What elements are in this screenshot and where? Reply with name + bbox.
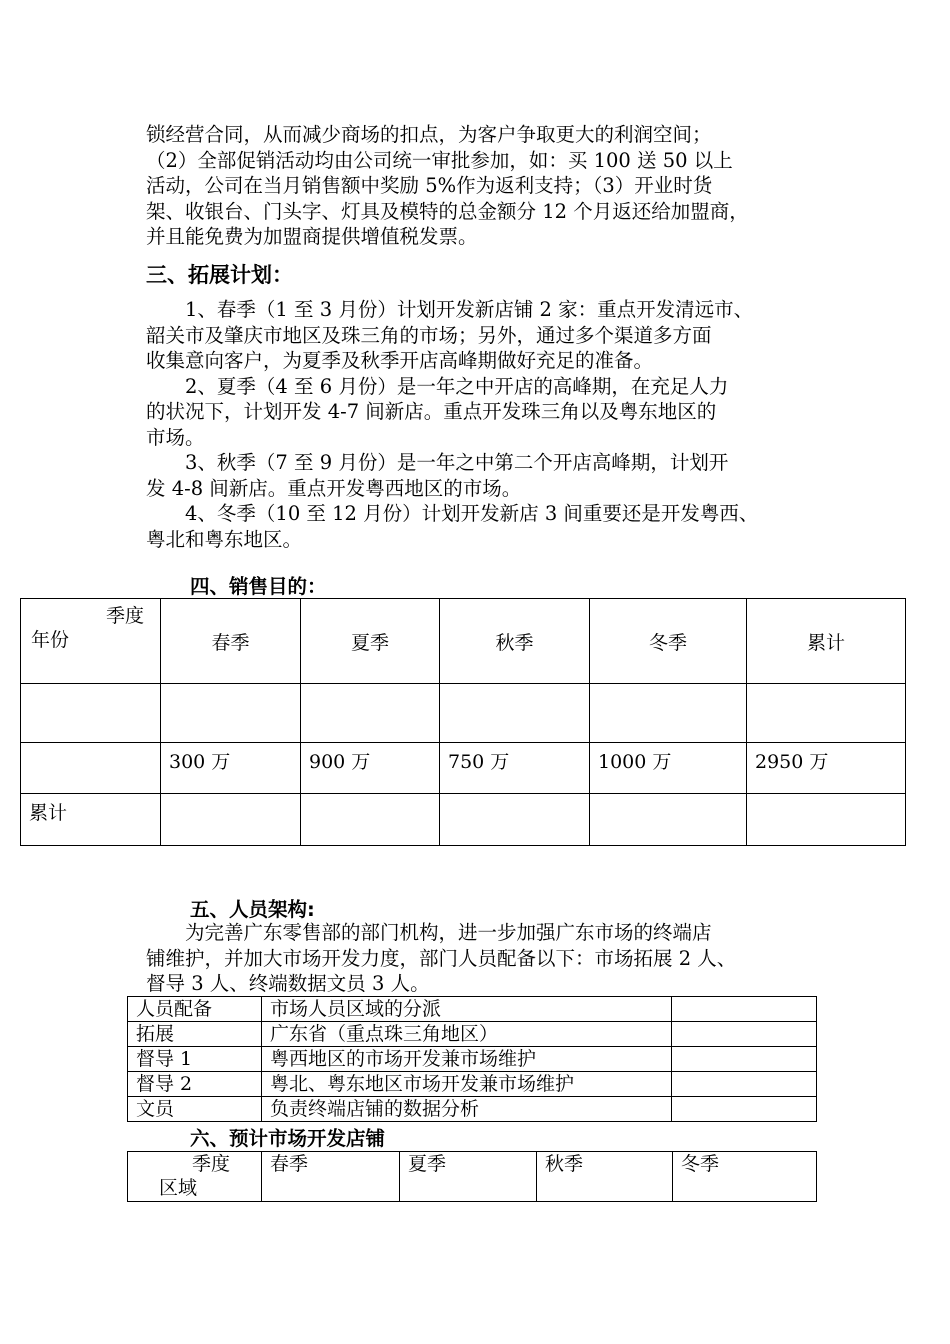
table-cell bbox=[672, 1072, 817, 1097]
corner-label-region: 区域 bbox=[159, 1177, 198, 1199]
text-line: 的状况下，计划开发 4-7 间新店。重点开发珠三角以及粤东地区的 bbox=[146, 400, 717, 423]
text-line: 铺维护，并加大市场开发力度，部门人员配备以下：市场拓展 2 人、 bbox=[146, 946, 737, 970]
table-cell bbox=[590, 794, 747, 846]
staff-table bbox=[127, 996, 817, 1122]
text-line: 活动，公司在当月销售额中奖励 5%作为返利支持；（3）开业时货 bbox=[146, 174, 713, 197]
table-cell: 市场人员区域的分派 bbox=[262, 997, 672, 1022]
table-cell: 粤西地区的市场开发兼市场维护 bbox=[262, 1047, 672, 1072]
section6-title: 六、预计市场开发店铺 bbox=[190, 1127, 386, 1150]
header-cell: 春季 bbox=[161, 599, 301, 684]
sales-target-table bbox=[20, 598, 906, 846]
table-cell: 300 万 bbox=[161, 743, 301, 794]
table-cell: 累计 bbox=[21, 794, 161, 846]
table-row bbox=[128, 1097, 817, 1122]
corner-label-year: 年份 bbox=[31, 629, 70, 651]
store-plan-table bbox=[127, 1151, 817, 1202]
table-cell bbox=[672, 1047, 817, 1072]
table-cell bbox=[672, 1022, 817, 1047]
text-line: 市场。 bbox=[146, 425, 205, 449]
header-cell: 秋季 bbox=[537, 1152, 673, 1202]
table-cell: 1000 万 bbox=[590, 743, 747, 794]
text-line: 2、夏季（4 至 6 月份）是一年之中开店的高峰期，在充足人力 bbox=[146, 374, 729, 398]
section5-body bbox=[146, 920, 836, 997]
table-cell: 人员配备 bbox=[128, 997, 262, 1022]
table-cell: 广东省（重点珠三角地区） bbox=[262, 1022, 672, 1047]
header-cell: 夏季 bbox=[400, 1152, 537, 1202]
table-cell bbox=[301, 794, 440, 846]
table-cell bbox=[301, 684, 440, 743]
text-line: 为完善广东零售部的部门机构，进一步加强广东市场的终端店 bbox=[146, 921, 712, 944]
text-line: 并且能免费为加盟商提供增值税发票。 bbox=[146, 225, 478, 248]
corner-label-season: 季度 bbox=[192, 1153, 231, 1175]
header-cell: 累计 bbox=[747, 599, 906, 684]
table-cell: 督导 1 bbox=[128, 1047, 262, 1072]
text-line: 粤北和粤东地区。 bbox=[146, 527, 303, 551]
table-row bbox=[128, 997, 817, 1022]
text-line: 发 4-8 间新店。重点开发粤西地区的市场。 bbox=[146, 476, 522, 500]
section5-title: 五、人员架构: bbox=[190, 898, 315, 921]
table-row bbox=[21, 684, 906, 743]
text-line: 收集意向客户，为夏季及秋季开店高峰期做好充足的准备。 bbox=[146, 349, 654, 372]
text-line: 3、秋季（7 至 9 月份）是一年之中第二个开店高峰期，计划开 bbox=[146, 451, 729, 474]
text-line: 督导 3 人、终端数据文员 3 人。 bbox=[146, 972, 430, 995]
table-cell: 2950 万 bbox=[747, 743, 906, 794]
section4-title: 四、销售目的： bbox=[190, 575, 327, 598]
table-cell bbox=[440, 684, 590, 743]
table-cell bbox=[672, 1097, 817, 1122]
table-cell: 750 万 bbox=[440, 743, 590, 794]
table-cell bbox=[440, 794, 590, 846]
intro-paragraph bbox=[146, 122, 836, 250]
table-cell bbox=[161, 684, 301, 743]
table-cell: 粤北、粤东地区市场开发兼市场维护 bbox=[262, 1072, 672, 1097]
text-line: 锁经营合同，从而减少商场的扣点，为客户争取更大的利润空间； bbox=[146, 123, 712, 146]
corner-cell bbox=[128, 1152, 262, 1202]
table-header-row bbox=[21, 599, 906, 684]
header-cell: 夏季 bbox=[301, 599, 440, 684]
table-cell bbox=[672, 997, 817, 1022]
text-line: 4、冬季（10 至 12 月份）计划开发新店 3 间重要还是开发粤西、 bbox=[146, 502, 759, 525]
header-cell: 冬季 bbox=[590, 599, 747, 684]
table-cell bbox=[161, 794, 301, 846]
table-cell: 负责终端店铺的数据分析 bbox=[262, 1097, 672, 1122]
table-cell: 拓展 bbox=[128, 1022, 262, 1047]
table-cell bbox=[21, 743, 161, 794]
table-cell: 900 万 bbox=[301, 743, 440, 794]
text-line: 架、收银台、门头字、灯具及模特的总金额分 12 个月返还给加盟商， bbox=[146, 199, 749, 223]
header-cell: 冬季 bbox=[673, 1152, 817, 1202]
header-cell: 春季 bbox=[262, 1152, 400, 1202]
text-line: （2）全部促销活动均由公司统一审批参加，如：买 100 送 50 以上 bbox=[146, 148, 733, 172]
header-cell: 秋季 bbox=[440, 599, 590, 684]
table-header-row bbox=[128, 1152, 817, 1202]
table-row bbox=[21, 794, 906, 846]
table-row bbox=[21, 743, 906, 794]
section3-title: 三、拓展计划： bbox=[146, 263, 293, 287]
table-cell: 文员 bbox=[128, 1097, 262, 1122]
corner-label-season: 季度 bbox=[105, 605, 144, 627]
text-line: 1、春季（1 至 3 月份）计划开发新店铺 2 家：重点开发清远市、 bbox=[146, 298, 754, 321]
table-cell bbox=[21, 684, 161, 743]
table-row bbox=[128, 1072, 817, 1097]
corner-cell bbox=[21, 599, 161, 684]
table-row bbox=[128, 1022, 817, 1047]
section3-body bbox=[146, 297, 836, 552]
text-line: 韶关市及肇庆市地区及珠三角的市场；另外，通过多个渠道多方面 bbox=[146, 323, 712, 347]
table-cell bbox=[747, 684, 906, 743]
table-row bbox=[128, 1047, 817, 1072]
table-cell bbox=[747, 794, 906, 846]
table-cell: 督导 2 bbox=[128, 1072, 262, 1097]
table-cell bbox=[590, 684, 747, 743]
